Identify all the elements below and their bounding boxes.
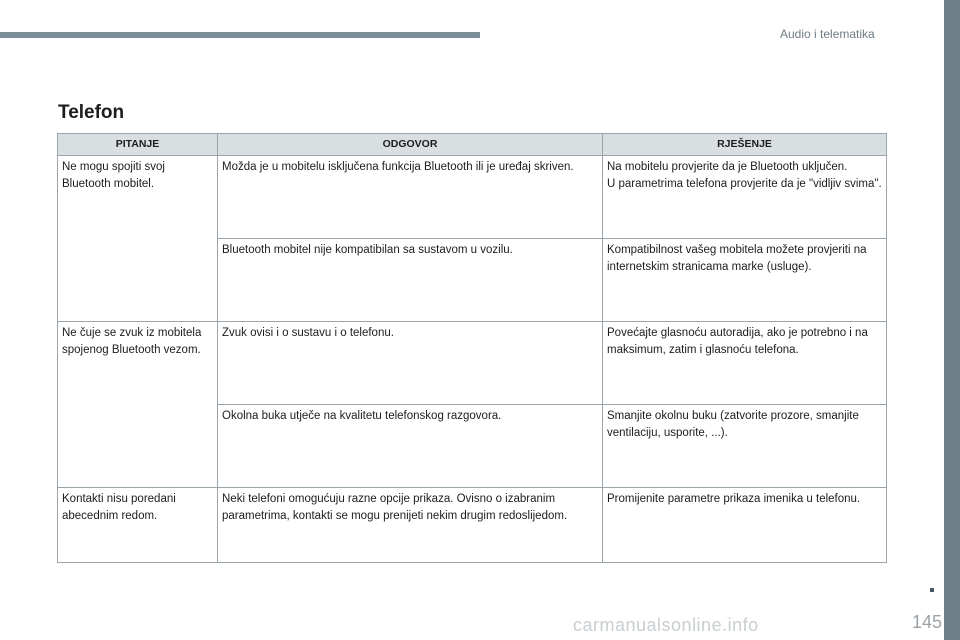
table-row <box>58 322 887 405</box>
watermark: carmanualsonline.info <box>573 615 759 635</box>
question-cell: Ne mogu spojiti svoj Bluetooth mobitel. <box>58 156 218 322</box>
page-title: Telefon <box>58 102 125 123</box>
table-row <box>58 488 887 563</box>
table-header-row <box>58 134 887 156</box>
page-number: 145 <box>912 612 943 632</box>
solution-cell: Na mobitelu provjerite da je Bluetooth uključen. U parametrima telefona provjerite da je "vidljiv svima". <box>603 156 887 239</box>
question-cell: Ne čuje se zvuk iz mobitela spojenog Bluetooth vezom. <box>58 322 218 488</box>
answer-cell: Bluetooth mobitel nije kompatibilan sa sustavom u vozilu. <box>218 239 603 322</box>
solution-cell: Promijenite parametre prikaza imenika u telefonu. <box>603 488 887 563</box>
question-cell: Kontakti nisu poredani abecednim redom. <box>58 488 218 563</box>
page-end-marker <box>930 588 934 592</box>
column-header-answer: ODGOVOR <box>218 134 603 156</box>
faq-table <box>57 133 887 563</box>
table-row <box>58 156 887 239</box>
solution-cell: Povećajte glasnoću autoradija, ako je potrebno i na maksimum, zatim i glasnoću telefona. <box>603 322 887 405</box>
answer-cell: Možda je u mobitelu isključena funkcija Bluetooth ili je uređaj skriven. <box>218 156 603 239</box>
solution-cell: Kompatibilnost vašeg mobitela možete provjeriti na internetskim stranicama marke (usluge). <box>603 239 887 322</box>
answer-cell: Okolna buka utječe na kvalitetu telefonskog razgovora. <box>218 405 603 488</box>
section-label: Audio i telematika <box>780 27 875 41</box>
answer-cell: Zvuk ovisi i o sustavu i o telefonu. <box>218 322 603 405</box>
solution-cell: Smanjite okolnu buku (zatvorite prozore, smanjite ventilaciju, usporite, ...). <box>603 405 887 488</box>
side-page-strip <box>944 0 960 640</box>
answer-cell: Neki telefoni omogućuju razne opcije prikaza. Ovisno o izabranim parametrima, kontakti se mogu prenijeti nekim drugim redoslijedom. <box>218 488 603 563</box>
column-header-solution: RJEŠENJE <box>603 134 887 156</box>
column-header-question: PITANJE <box>58 134 218 156</box>
header-accent-bar <box>0 32 480 38</box>
